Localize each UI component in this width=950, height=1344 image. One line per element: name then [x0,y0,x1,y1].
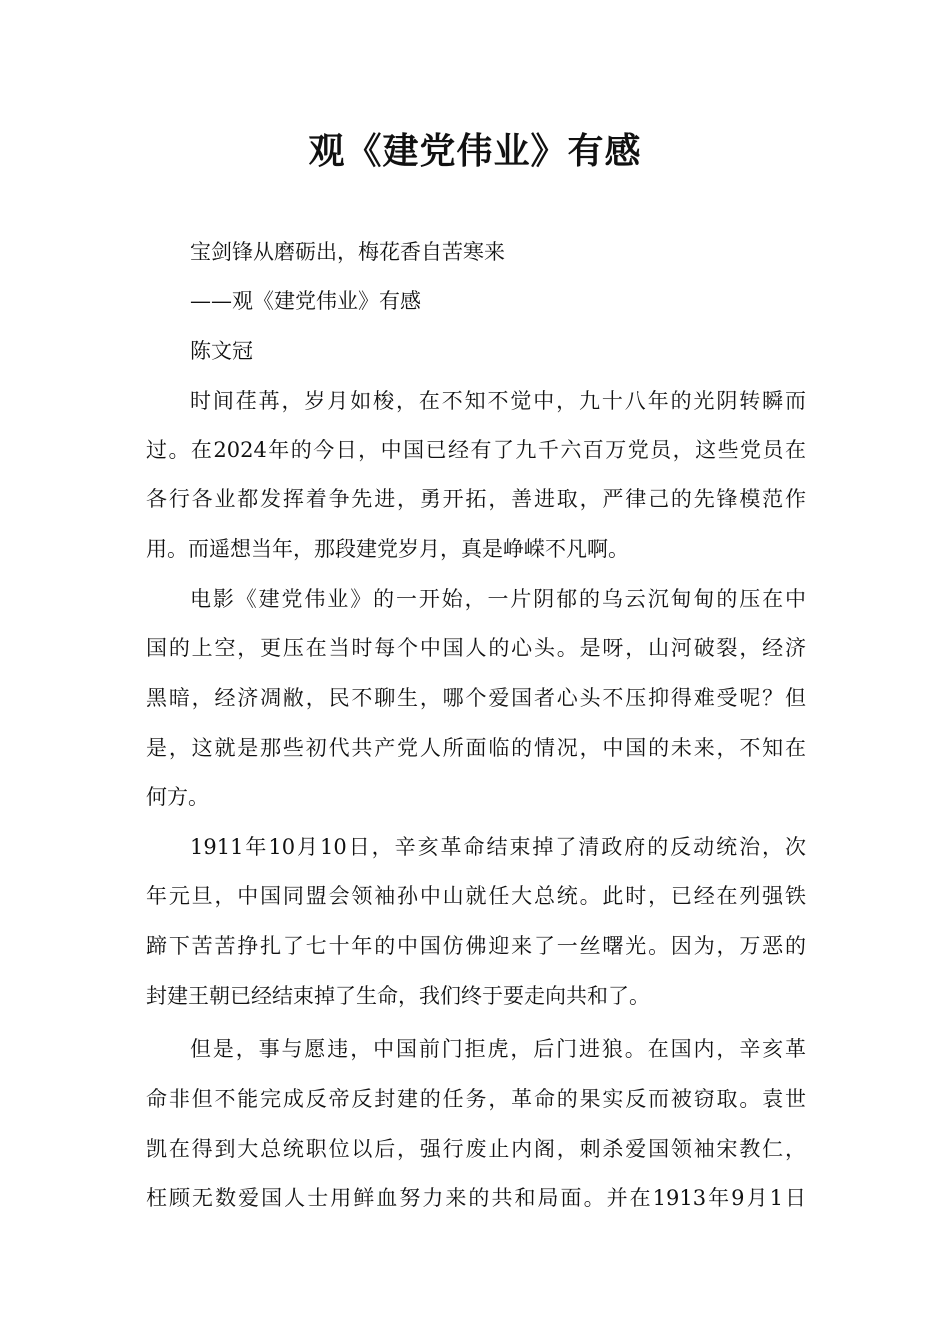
document-title: 观《建党伟业》有感 [308,131,642,172]
paragraph-line: 枉顾无数爱国人士用鲜血努力来的共和局面。并在1913年9月1日 [146,1186,806,1210]
paragraph-line: 命非但不能完成反帝反封建的任务，革命的果实反而被窃取。袁世 [146,1087,806,1111]
subtitle-reference-line: ——观《建党伟业》有感 [190,289,421,313]
paragraph-line: 年元旦，中国同盟会领袖孙中山就任大总统。此时，已经在列强铁 [146,884,806,908]
paragraph-line: 1911年10月10日，辛亥革命结束掉了清政府的反动统治，次 [190,835,806,859]
subtitle-line: 宝剑锋从磨砺出，梅花香自苦寒来 [190,240,505,264]
paragraph-line: 蹄下苦苦挣扎了七十年的中国仿佛迎来了一丝曙光。因为，万恶的 [146,934,806,958]
paragraph-line: 但是，事与愿违，中国前门拒虎，后门进狼。在国内，辛亥革 [190,1037,806,1061]
paragraph-line: 用。而遥想当年，那段建党岁月，真是峥嵘不凡啊。 [146,537,629,561]
author-name: 陈文冠 [190,339,253,363]
paragraph-line: 黑暗，经济凋敝，民不聊生，哪个爱国者心头不压抑得难受呢？但 [146,686,806,710]
paragraph-line: 电影《建党伟业》的一开始，一片阴郁的乌云沉甸甸的压在中 [190,587,806,611]
paragraph-line: 封建王朝已经结束掉了生命，我们终于要走向共和了。 [146,984,650,1008]
paragraph-line: 过。在2024年的今日，中国已经有了九千六百万党员，这些党员在 [146,438,806,462]
paragraph-line: 各行各业都发挥着争先进，勇开拓，善进取，严律己的先锋模范作 [146,487,806,511]
paragraph-line: 是，这就是那些初代共产党人所面临的情况，中国的未来，不知在 [146,736,806,760]
paragraph-line: 时间荏苒，岁月如梭，在不知不觉中，九十八年的光阴转瞬而 [190,389,806,413]
paragraph-line: 凯在得到大总统职位以后，强行废止内阁，刺杀爱国领袖宋教仁， [146,1137,806,1161]
paragraph-line: 国的上空，更压在当时每个中国人的心头。是呀，山河破裂，经济 [146,636,806,660]
paragraph-line: 何方。 [146,785,209,809]
